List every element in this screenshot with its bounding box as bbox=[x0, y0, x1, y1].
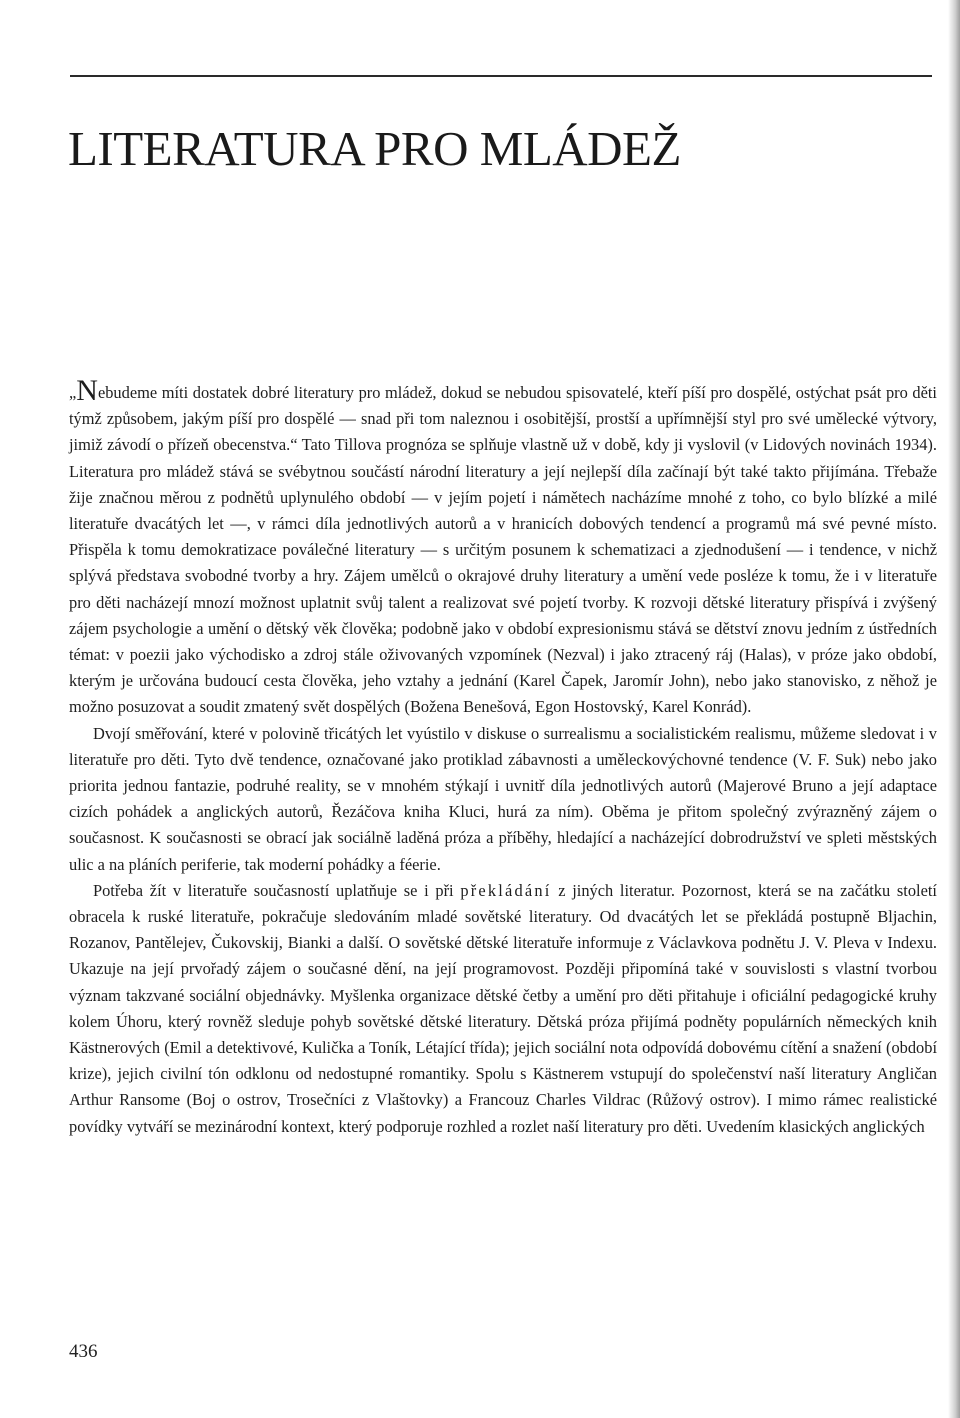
paragraph-3-text-start: Potřeba žít v literatuře současností uplatňuje se i při bbox=[93, 880, 461, 900]
opening-quote: „ bbox=[69, 383, 77, 402]
page-number: 436 bbox=[69, 1341, 98, 1362]
header-rule bbox=[70, 75, 932, 77]
chapter-title: LITERATURA PRO MLÁDEŽ bbox=[68, 121, 681, 176]
page-edge-shadow bbox=[948, 0, 960, 1418]
body-text bbox=[69, 374, 937, 1140]
paragraph-3 bbox=[69, 878, 937, 1140]
paragraph-2: Dvojí směřování, které v polovině třicátých let vyústilo v diskuse o surrealismu a socialistickém realismu, můžeme sledovat i v literatuře pro děti. Tyto dvě tendence, označované jako protiklad zábavnosti a uměleckovýchovné tendence (V. F. Suk) nebo jako priorita jednou fantazie, podruhé reality, se v mnohém stýkají i uvnitř díla jednotlivých autorů (Majerové Bruno a její adaptace cizích pohádek a anglických autorů, Řezáčova kniha Kluci, hurá za ním). Oběma je přitom společný zvýrazněný zájem o současnost. K současnosti se obrací jak sociálně laděná próza a příběhy, hledající a nacházející dobrodružství ve spleti městských ulic a na pláních periferie, tak moderní pohádky a féerie. bbox=[69, 723, 937, 874]
paragraph-3-text-end: z jiných literatur. Pozornost, která se na začátku století obracela k ruské literatuře, pokračuje sledováním mladé sovětské literatury. Od dvacátých let se překládá postupně Bljachin, Rozanov, Pantělejev, Čukovskij, Bianki a další. O sovětské dětské literatuře informuje z Václavkova podnětu J. V. Pleva v Indexu. Ukazuje na její prvořadý zájem o současné dění, na její programovost. Později připomíná také v souvislosti s vlastní tvorbou význam takzvané sociální objednávky. Myšlenka organizace dětské četby a umění pro děti přitahuje i oficiální pedagogické kruhy kolem Úhoru, který rovněž sleduje pohyb sovětské dětské literatury. Dětská próza přijímá podněty populárních německých knih Kästnerových (Emil a detektivové, Kulička a Toník, Létající třída); jejich sociální nota odpovídá dobovému cítění a snažení (období krize), jejich civilní tón odklonu od nedostupné romantiky. Spolu s Kästnerem vstupují do společenství naší literatury Angličan Arthur Ransome (Boj o ostrov, Trosečníci z Vlaštovky) a Francouz Charles Vildrac (Růžový ostrov). I mimo rámec realistické povídky vytváří se mezinárodní kontext, který podporuje rozhled a rozlet naší literatury pro děti. Uvedením klasických anglických bbox=[69, 880, 937, 1136]
paragraph-1-text: ebudeme míti dostatek dobré literatury pro mládež, dokud se nebudou spisovatelé, kteří píší pro dospělé, ostýchat psát pro děti týmž způsobem, jakým píší pro dospělé — snad při tom naleznou i osobitější, prostší a upřímnější styl pro své umělecké výtvory, jimiž závodí o přízeň obecenstva.“ Tato Tillova prognóza se splňuje vlastně už v době, kdy ji vyslovil (v Lidových novinách 1934). Literatura pro mládež stává se svébytnou součástí národní literatury a její nejlepší díla začínají být také takto přijímána. Třebaže žije značnou měrou z podnětů uplynulého období — v jejím pojetí i námětech nacházíme mnohé z toho, co bylo blízké a milé literatuře dvacátých let —, v rámci díla jednotlivých autorů a v hranicích dobových tendencí a programů má své pevné místo. Přispěla k tomu demokratizace poválečné literatury — s určitým posunem k schematizaci a zjednodušení — i tendence, v nichž splývá představa svobodné tvorby a hry. Zájem umělců o okrajové druhy literatury a umění vede posléze k tomu, že i v literatuře pro děti nacházejí mnozí možnost uplatnit svůj talent a realizovat své pojetí tvorby. K rozvoji dětské literatury přispívá i zvýšený zájem psychologie a umění o dětský věk člověka; podobně jako v období expresionismu stává se dětství znovu jedním z ústředních témat: v poezii jako východisko a zdroj stále oživovaných vzpomínek (Nezval) i jako ztracený ráj (Halas), v próze jako období, kterým je určována budoucí cesta člověka, jeho vztahy a jednání (Karel Čapek, Jaromír John), nebo jako stanovisko, z něhož je možno posuzovat a soudit zmatený svět dospělých (Božena Benešová, Egon Hostovský, Karel Konrád). bbox=[69, 383, 937, 717]
paragraph-1 bbox=[69, 374, 937, 721]
initial-letter: N bbox=[76, 374, 98, 407]
emphasized-word: překládání bbox=[460, 880, 552, 900]
